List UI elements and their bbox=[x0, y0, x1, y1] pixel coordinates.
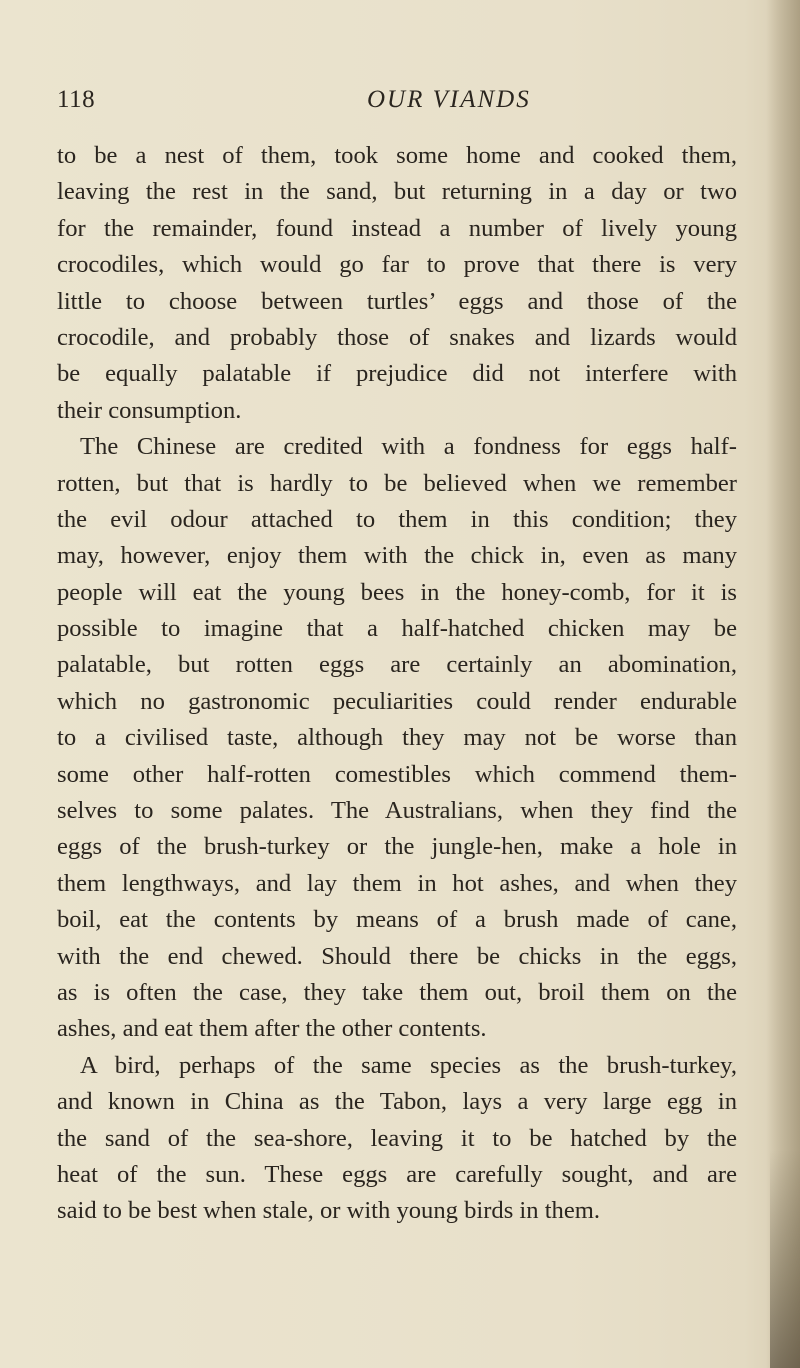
text-line: rotten, but that is hardly to be believed when we remember bbox=[57, 469, 737, 497]
text-line: the evil odour attached to them in this condition; they bbox=[57, 505, 737, 533]
page-number: 118 bbox=[57, 86, 96, 113]
page-corner-stain bbox=[770, 1150, 800, 1368]
text-line: to a civilised taste, although they may not be worse than bbox=[57, 724, 737, 752]
text-line: some other half-rotten comestibles which commend them- bbox=[57, 760, 737, 788]
text-line: possible to imagine that a half-hatched chicken may be bbox=[57, 615, 737, 643]
text-line: ashes, and eat them after the other contents. bbox=[57, 1015, 487, 1043]
text-line: boil, eat the contents by means of a brush made of cane, bbox=[57, 906, 737, 934]
text-line: the sand of the sea-shore, leaving it to be hatched by the bbox=[57, 1124, 737, 1152]
paragraph-start-line: The Chinese are credited with a fondness for eggs half- bbox=[80, 433, 737, 461]
text-line: be equally palatable if prejudice did not interfere with bbox=[57, 360, 737, 388]
text-line: as is often the case, they take them out, broil them on the bbox=[57, 978, 737, 1006]
text-line: palatable, but rotten eggs are certainly an abomination, bbox=[57, 651, 737, 679]
text-line: which no gastronomic peculiarities could render endurable bbox=[57, 687, 737, 715]
running-head: OUR VIANDS bbox=[367, 86, 531, 113]
text-line: crocodile, and probably those of snakes and lizards would bbox=[57, 323, 737, 351]
text-line: little to choose between turtles’ eggs and those of the bbox=[57, 287, 737, 315]
text-line: selves to some palates. The Australians, when they find the bbox=[57, 797, 737, 825]
text-line: to be a nest of them, took some home and cooked them, bbox=[57, 142, 737, 169]
body-text bbox=[57, 138, 737, 1230]
text-line: heat of the sun. These eggs are carefully sought, and are bbox=[57, 1160, 737, 1188]
text-line: for the remainder, found instead a number of lively young bbox=[57, 214, 737, 242]
text-line: and known in China as the Tabon, lays a very large egg in bbox=[57, 1088, 737, 1116]
text-line: with the end chewed. Should there be chicks in the eggs, bbox=[57, 942, 737, 970]
page-header bbox=[57, 86, 737, 118]
text-line: their consumption. bbox=[57, 396, 242, 424]
text-line: crocodiles, which would go far to prove that there is very bbox=[57, 251, 737, 279]
text-line: may, however, enjoy them with the chick in, even as many bbox=[57, 542, 737, 570]
paragraph-start-line: A bird, perhaps of the same species as the brush-turkey, bbox=[80, 1051, 737, 1079]
text-line: leaving the rest in the sand, but returning in a day or two bbox=[57, 178, 737, 206]
text-line: them lengthways, and lay them in hot ashes, and when they bbox=[57, 869, 737, 897]
text-line: said to be best when stale, or with young birds in them. bbox=[57, 1197, 601, 1225]
text-line: people will eat the young bees in the honey-comb, for it is bbox=[57, 578, 737, 606]
text-line: eggs of the brush-turkey or the jungle-hen, make a hole in bbox=[57, 833, 737, 861]
